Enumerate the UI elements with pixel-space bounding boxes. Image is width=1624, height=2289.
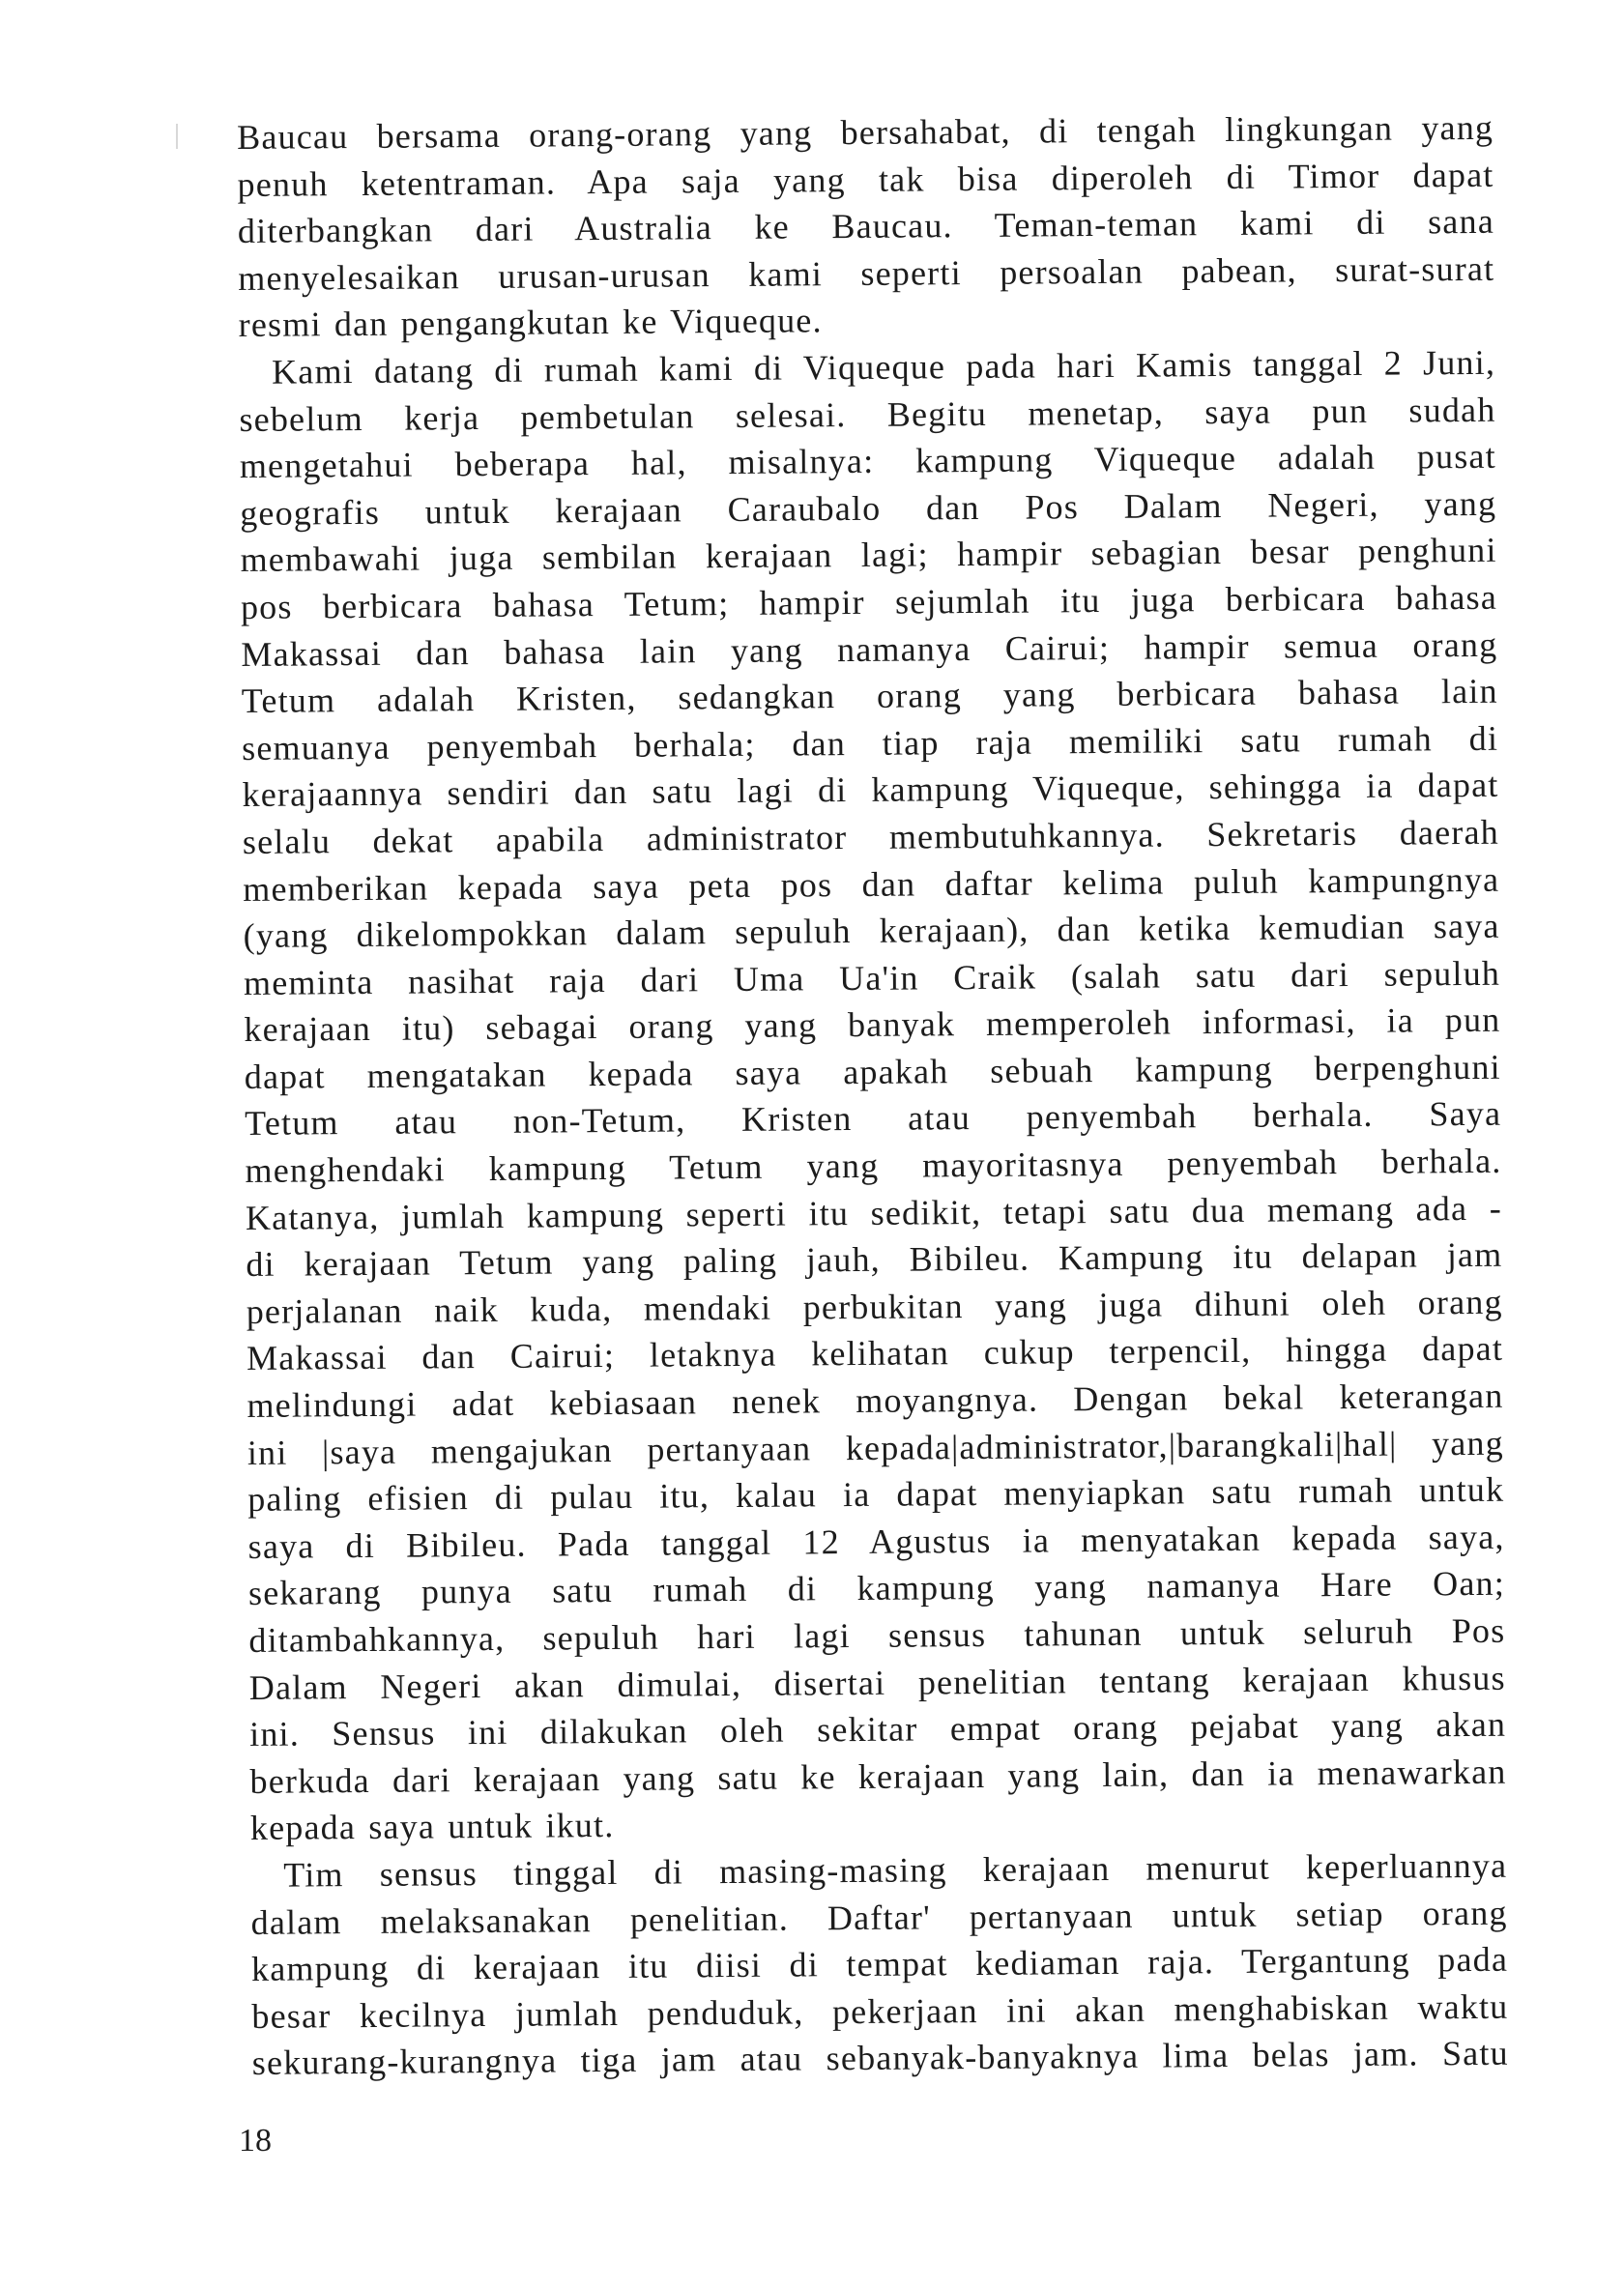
text-line: meminta nasihat raja dari Uma Ua'in Craik (salah satu dari sepuluh — [243, 953, 1501, 1002]
text-line: menyelesaikan urusan-urusan kami seperti persoalan pabean, surat-surat — [238, 248, 1495, 298]
text-line: penuh ketentraman. Apa saja yang tak bisa diperoleh di Timor dapat — [237, 155, 1494, 204]
text-line: menghendaki kampung Tetum yang mayoritasnya penyembah berhala. — [245, 1141, 1502, 1191]
text-line: diterbangkan dari Australia ke Baucau. Teman-teman kami di sana — [237, 201, 1495, 251]
text-line: Makassai dan Cairui; letaknya kelihatan cukup terpencil, hingga dapat — [246, 1329, 1504, 1378]
margin-mark — [176, 124, 178, 149]
text-line: Baucau bersama orang-orang yang bersahabat, di tengah lingkungan yang — [237, 107, 1494, 157]
text-line: geografis untuk kerajaan Caraubalo dan Pos Dalam Negeri, yang — [240, 483, 1497, 533]
text-line: Tetum adalah Kristen, sedangkan orang yang berbicara bahasa lain — [241, 671, 1498, 721]
text-line: ditambahkannya, sepuluh hari lagi sensus tahunan untuk seluruh Pos — [248, 1610, 1506, 1660]
text-line: selalu dekat apabila administrator membutuhkannya. Sekretaris daerah — [242, 812, 1500, 861]
text-line: Makassai dan bahasa lain yang namanya Cairui; hampir semua orang — [241, 624, 1498, 674]
paragraph-3 — [250, 1842, 1509, 2087]
text-line: sekurang-kurangnya tiga jam atau sebanyak-banyaknya lima belas jam. Satu — [251, 2034, 1509, 2083]
paragraph-2 — [239, 339, 1507, 1852]
page-number: 18 — [239, 2123, 272, 2159]
text-line: berkuda dari kerajaan yang satu ke kerajaan yang lain, dan ia menawarkan — [249, 1752, 1507, 1801]
text-line: kerajaannya sendiri dan satu lagi di kampung Viqueque, sehingga ia dapat — [242, 766, 1499, 815]
text-line: besar kecilnya jumlah penduduk, pekerjaan ini akan menghabiskan waktu — [251, 1986, 1509, 2036]
text-line: paling efisien di pulau itu, kalau ia dapat menyiapkan satu rumah untuk — [247, 1469, 1505, 1520]
text-line: sekarang punya satu rumah di kampung yang namanya Hare Oan; — [247, 1564, 1506, 1613]
body-text — [237, 104, 1509, 2087]
text-line: melindungi adat kebiasaan nenek moyangnya. Dengan bekal keterangan — [246, 1376, 1504, 1425]
text-line: pos berbicara bahasa Tetum; hampir sejumlah itu juga berbicara bahasa — [240, 577, 1498, 626]
text-line: di kerajaan Tetum yang paling jauh, Bibileu. Kampung itu delapan jam — [246, 1235, 1503, 1285]
text-line: Tim sensus tinggal di masing-masing kerajaan menurut keperluannya — [283, 1845, 1508, 1895]
text-line: kerajaan itu) sebagai orang yang banyak memperoleh informasi, ia pun — [244, 1000, 1501, 1050]
text-line: resmi dan pengangkutan ke Viqueque. — [238, 301, 823, 345]
text-line: dalam melaksanakan penelitian. Daftar' pertanyaan untuk setiap orang — [250, 1893, 1508, 1942]
text-line: kepada saya untuk ikut. — [249, 1806, 615, 1848]
text-line: ini. Sensus ini dilakukan oleh sekitar empat orang pejabat yang akan — [249, 1704, 1507, 1754]
text-line: kampung di kerajaan itu diisi di tempat kediaman raja. Tergantung pada — [250, 1939, 1509, 1989]
text-line: Katanya, jumlah kampung seperti itu sedikit, tetapi satu dua memang ada - — [245, 1188, 1503, 1237]
text-line: Kami datang di rumah kami di Viqueque pada hari Kamis tanggal 2 Juni, — [271, 342, 1496, 391]
text-line: mengetahui beberapa hal, misalnya: kampung Viqueque adalah pusat — [239, 436, 1496, 486]
paragraph-1 — [237, 104, 1495, 349]
text-line: perjalanan naik kuda, mendaki perbukitan yang juga dihuni oleh orang — [246, 1282, 1503, 1331]
text-line: (yang dikelompokkan dalam sepuluh kerajaan), dan ketika kemudian saya — [243, 906, 1500, 956]
text-line: ini |saya mengajukan pertanyaan kepada|administrator,|barangkali|hal| yang — [246, 1423, 1504, 1472]
text-line: membawahi juga sembilan kerajaan lagi; hampir sebagian besar penghuni — [240, 531, 1497, 580]
text-line: Tetum atau non-Tetum, Kristen atau penyembah berhala. Saya — [245, 1094, 1502, 1144]
text-line: dapat mengatakan kepada saya apakah sebuah kampung berpenghuni — [244, 1047, 1501, 1096]
text-line: semuanya penyembah berhala; dan tiap raja memiliki satu rumah di — [241, 718, 1499, 768]
text-line: sebelum kerja pembetulan selesai. Begitu menetap, saya pun sudah — [239, 390, 1496, 439]
text-line: Dalam Negeri akan dimulai, disertai penelitian tentang kerajaan khusus — [248, 1658, 1506, 1707]
text-line: saya di Bibileu. Pada tanggal 12 Agustus ia menyatakan kepada saya, — [247, 1517, 1505, 1566]
text-line: memberikan kepada saya peta pos dan daftar kelima puluh kampungnya — [243, 859, 1500, 909]
